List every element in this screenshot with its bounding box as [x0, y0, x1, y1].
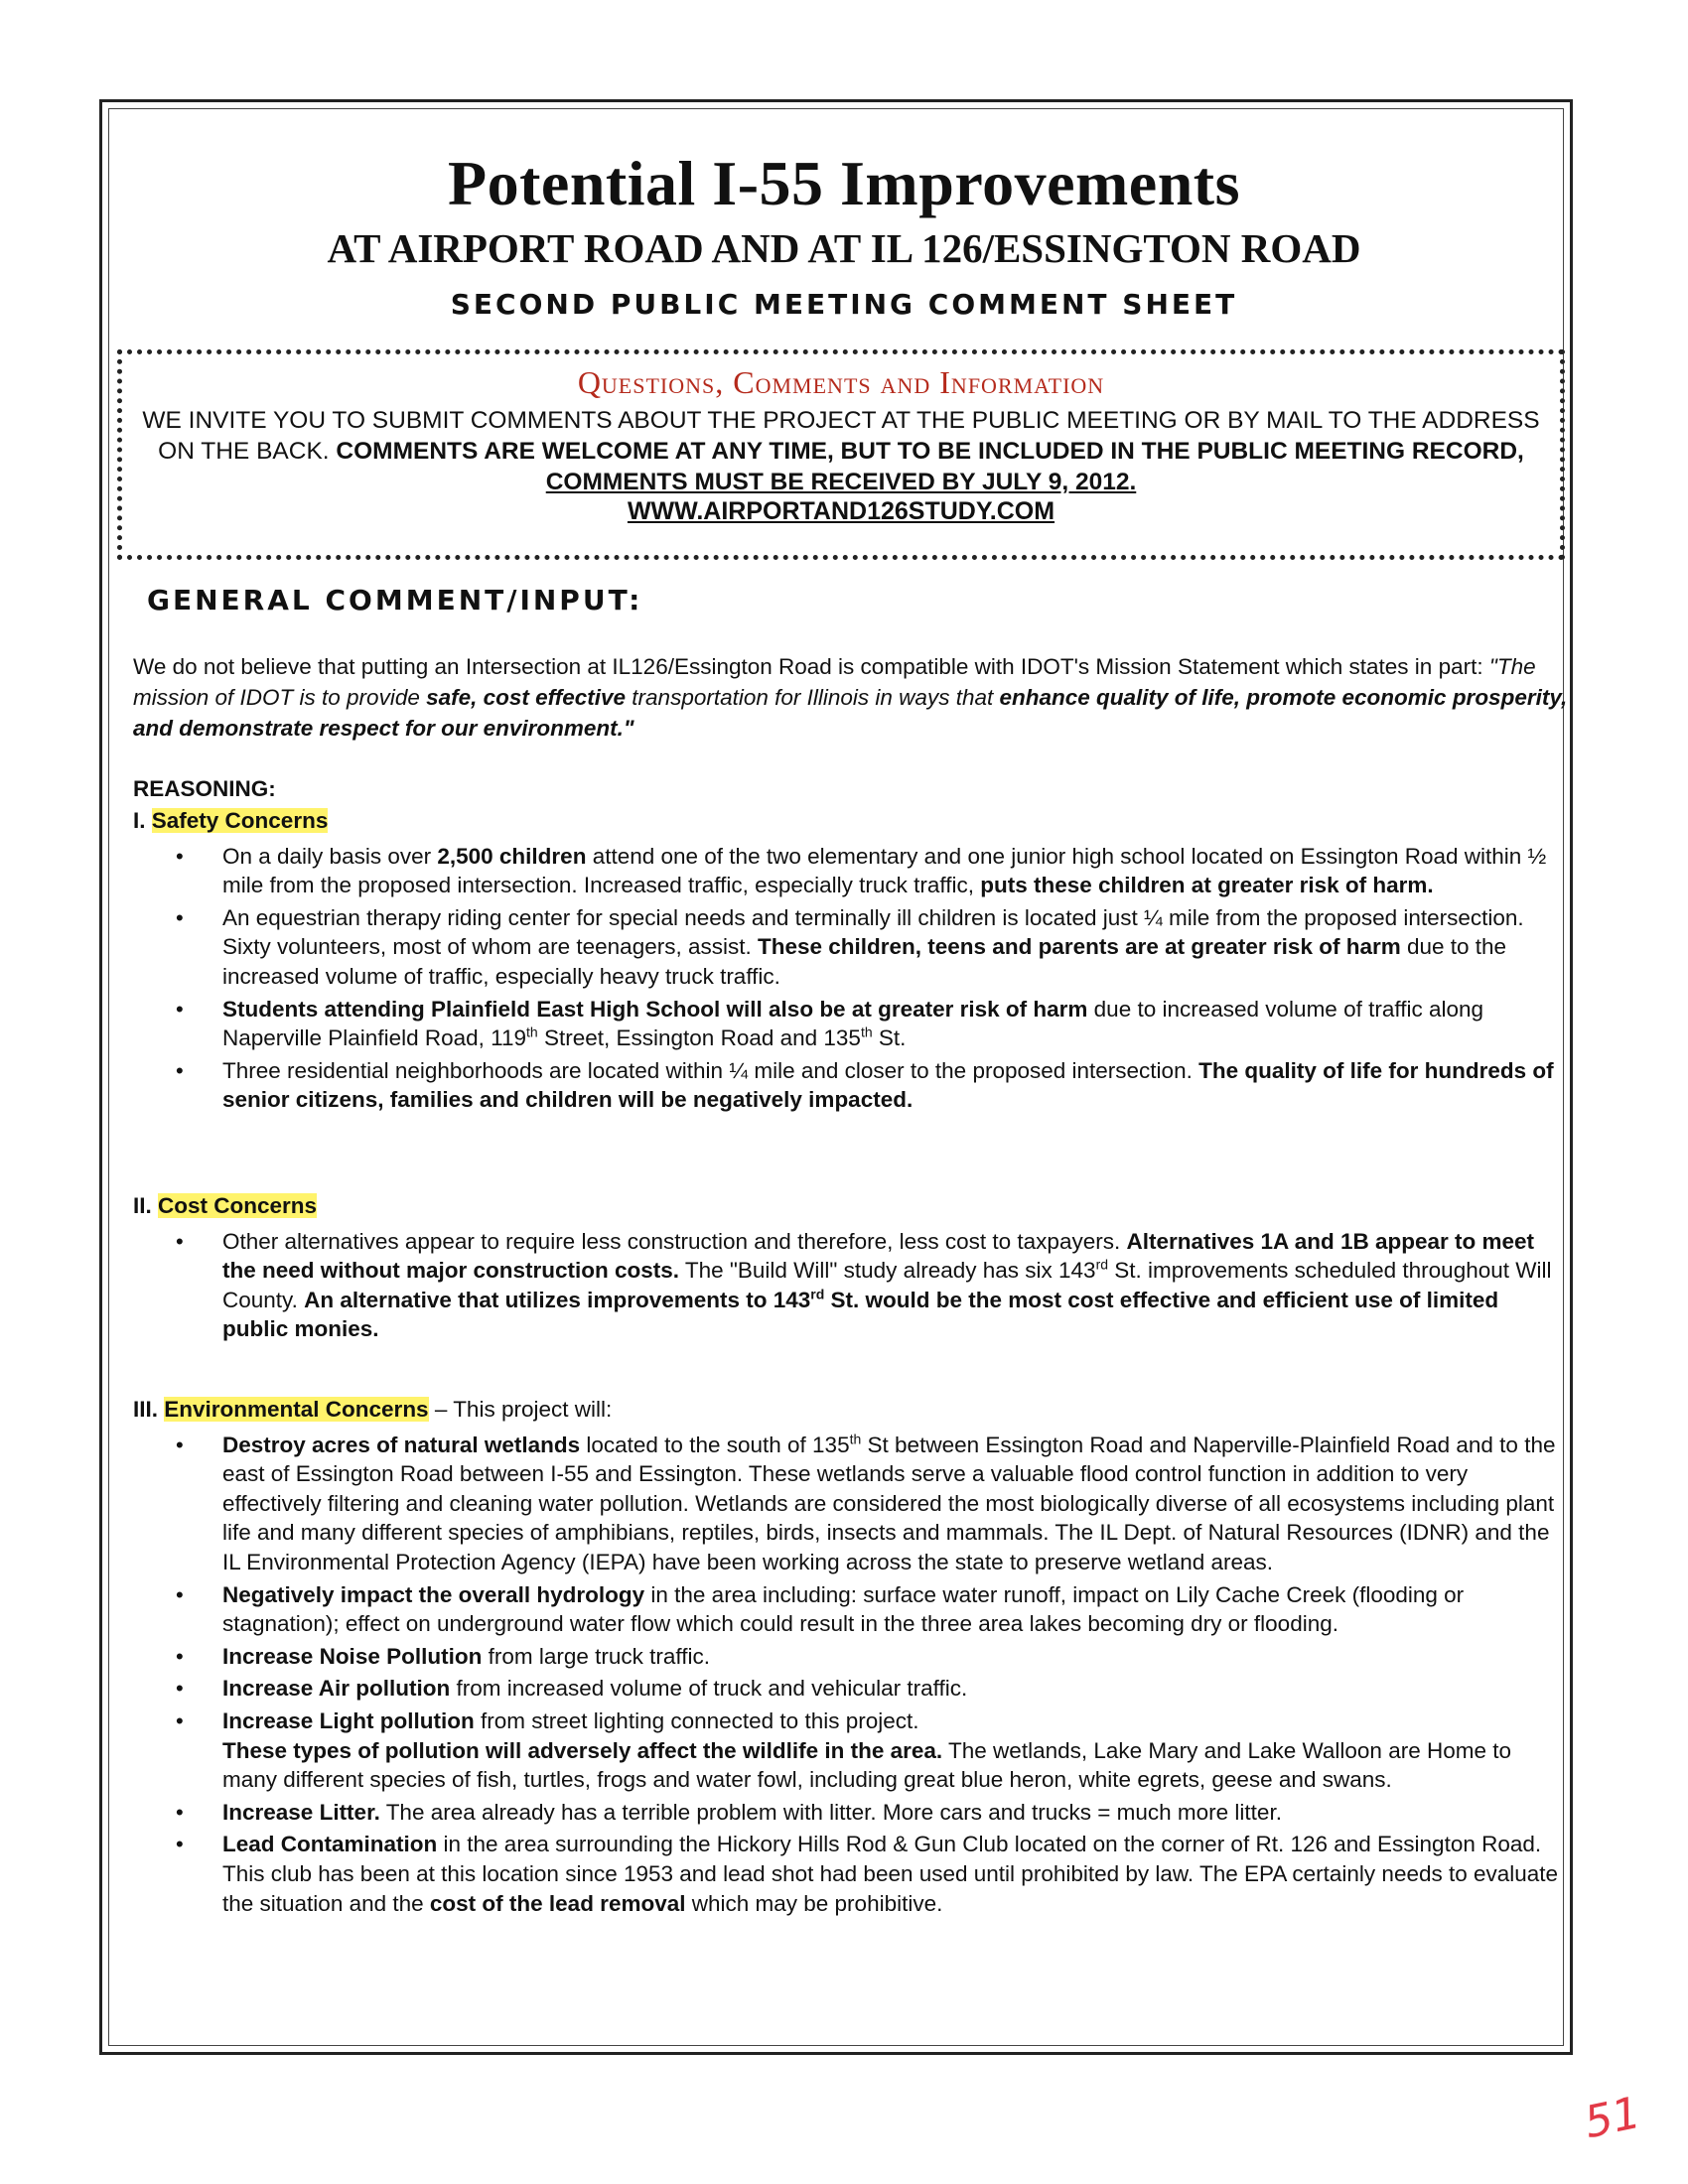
- item-text: in the area including: surface water runoff, impact on Lily Cache Creek (flooding or stagnation); effect on underground water flow which could result in the three area lakes becoming dry or flooding.: [222, 1581, 1465, 1637]
- bullet-icon: •: [176, 1432, 184, 1457]
- item-text: which may be prohibitive.: [685, 1890, 943, 1916]
- bullet-item: [133, 1674, 1569, 1704]
- info-box: [117, 349, 1565, 560]
- item-bold: Students attending Plainfield East High School will also be at greater risk of harm: [222, 996, 1088, 1022]
- section-heading-cost: Cost Concerns: [158, 1193, 318, 1218]
- bullet-icon: •: [176, 904, 184, 930]
- section-number: II.: [133, 1193, 159, 1218]
- bullet-item: [133, 1431, 1569, 1577]
- bullet-item: [133, 1056, 1569, 1115]
- item-text: due to the increased volume of traffic, especially heavy truck traffic.: [222, 934, 1507, 989]
- bullet-icon: •: [176, 996, 184, 1022]
- item-bold: Alternatives 1A and 1B appear to meet the need without major construction costs.: [222, 1228, 1535, 1284]
- section-heading-environment: Environmental Concerns: [164, 1397, 429, 1422]
- info-heading: Questions, Comments and Information: [577, 364, 1105, 400]
- bullet-icon: •: [176, 1799, 184, 1825]
- bullet-item: [133, 1830, 1569, 1918]
- quote-b: transportation for Illinois in ways that: [626, 685, 1000, 710]
- item-bold: Destroy acres of natural wetlands: [222, 1432, 581, 1457]
- section-heading-safety: Safety Concerns: [151, 808, 329, 833]
- item-text: located to the south of 135th St between Essington Road and Naperville-Plainfield Road and to the east of Essington Road between I-55 and Essington. These wetlands serve a valuable flood control function in addition to very effectively filtering and cleaning water pollution. Wetlands are considered the most biologically diverse of all ecosystems including plant life and many different species of amphibians, reptiles, birds, insects and mammals. The IL Dept. of Natural Resources (IDNR) and the IL Environmental Protection Agency (IEPA) have been working across the state to preserve wetland areas.: [222, 1431, 1556, 1574]
- bullet-icon: •: [176, 1228, 184, 1254]
- item-bold: Increase Noise Pollution: [222, 1643, 483, 1669]
- bullet-icon: •: [176, 1581, 184, 1607]
- item-text: attend one of the two elementary and one junior high school located on Essington Road within ½ mile from the proposed intersection. Increased traffic, especially truck traffic,: [222, 843, 1547, 898]
- item-text: The area already has a terrible problem with litter. More cars and trucks = much more litter.: [379, 1799, 1282, 1825]
- wildlife-bold: These types of pollution will adversely affect the wildlife in the area.: [222, 1737, 943, 1763]
- cost-section: [133, 1191, 1569, 1347]
- info-deadline: COMMENTS MUST BE RECEIVED BY JULY 9, 2012.: [545, 469, 1137, 495]
- environment-section: [133, 1395, 1569, 1921]
- bullet-item: [133, 1706, 1569, 1795]
- bullet-icon: •: [176, 1832, 184, 1857]
- item-bold: These children, teens and parents are at greater risk of harm: [757, 934, 1401, 960]
- section-number: I.: [133, 808, 152, 833]
- sheet-title: SECOND PUBLIC MEETING COMMENT SHEET: [450, 288, 1238, 321]
- item-text: due to increased volume of traffic along Naperville Plainfield Road, 119th Street, Essington Road and 135th St.: [222, 996, 1483, 1051]
- item-bold: Increase Air pollution: [222, 1676, 451, 1702]
- item-text: from street lighting connected to this project.: [474, 1707, 919, 1733]
- bullet-item: [133, 1798, 1569, 1828]
- item-bold: 2,500 children: [437, 843, 587, 869]
- bullet-item: [133, 1580, 1569, 1639]
- item-bold: Lead Contamination: [222, 1832, 438, 1857]
- item-text: in the area surrounding the Hickory Hills Rod & Gun Club located on the corner of Rt. 126 and Essington Road. This club has been at this location since 1953 and lead shot had been used until prohibited by law. The EPA certainly needs to evaluate the situation and the: [222, 1832, 1559, 1916]
- item-text: from large truck traffic.: [482, 1643, 710, 1669]
- section-suffix: – This project will:: [428, 1397, 613, 1422]
- bullet-icon: •: [176, 1676, 184, 1702]
- bullet-item: [133, 842, 1569, 900]
- general-comment-label: GENERAL COMMENT/INPUT:: [147, 584, 643, 616]
- bullet-item: [133, 1642, 1569, 1672]
- bullet-item: [133, 903, 1569, 992]
- quote-bold-1: safe, cost effective: [426, 685, 627, 710]
- item-bold: An alternative that utilizes improvements to 143rd St. would be the most cost effective and efficient use of limited public monies.: [222, 1286, 1499, 1342]
- bullet-icon: •: [176, 843, 184, 869]
- bullet-icon: •: [176, 1707, 184, 1733]
- wildlife-text: The wetlands, Lake Mary and Lake Walloon are Home to many different species of fish, turtles, frogs and water fowl, including great blue heron, white egrets, geese and swans.: [222, 1737, 1511, 1793]
- item-text: Other alternatives appear to require less construction and therefore, less cost to taxpayers.: [222, 1228, 1127, 1254]
- item-text: Three residential neighborhoods are located within ¼ mile and closer to the proposed intersection.: [222, 1057, 1199, 1083]
- item-bold: Negatively impact the overall hydrology: [222, 1581, 645, 1607]
- item-bold: The quality of life for hundreds of senior citizens, families and children will be negatively impacted.: [222, 1057, 1554, 1113]
- bullet-item: [133, 995, 1569, 1053]
- item-text: On a daily basis over: [222, 843, 438, 869]
- document-subtitle: AT AIRPORT ROAD AND AT IL 126/ESSINGTON ROAD: [327, 225, 1361, 271]
- website-link[interactable]: WWW.AIRPORTAND126STUDY.COM: [627, 497, 1055, 525]
- item-text: from increased volume of truck and vehicular traffic.: [450, 1676, 968, 1702]
- section-number: III.: [133, 1397, 165, 1422]
- bullet-item: [133, 1227, 1569, 1344]
- item-text: The "Build Will" study already has six 143rd St. improvements scheduled throughout Will County.: [222, 1256, 1552, 1312]
- document-title: Potential I-55 Improvements: [448, 148, 1240, 218]
- item-bold: Increase Litter.: [222, 1799, 380, 1825]
- bullet-icon: •: [176, 1057, 184, 1083]
- safety-section: [133, 806, 1569, 1118]
- info-line: WE INVITE YOU TO SUBMIT COMMENTS ABOUT THE PROJECT AT THE PUBLIC MEETING OR BY MAIL TO THE ADDRESS ON THE BACK.: [142, 407, 1540, 465]
- handwritten-page-mark: 51: [1580, 2087, 1645, 2149]
- bullet-icon: •: [176, 1643, 184, 1669]
- info-bold: COMMENTS ARE WELCOME AT ANY TIME, BUT TO BE INCLUDED IN THE PUBLIC MEETING RECORD,: [329, 438, 1524, 465]
- intro-text: We do not believe that putting an Intersection at IL126/Essington Road is compatible with IDOT's Mission Statement which states in part:: [133, 654, 1489, 679]
- info-text: [142, 405, 1540, 497]
- quote-a: "The mission of IDOT is to provide: [133, 654, 1536, 710]
- item-bold: cost of the lead removal: [429, 1890, 686, 1916]
- item-text: An equestrian therapy riding center for special needs and terminally ill children is located just ¼ mile from the proposed intersection. Sixty volunteers, most of whom are teenagers, assist.: [222, 904, 1524, 960]
- item-bold: Increase Light pollution: [222, 1707, 475, 1733]
- item-bold: puts these children at greater risk of harm.: [980, 873, 1434, 898]
- intro-paragraph: [133, 651, 1571, 744]
- quote-bold-2: enhance quality of life, promote economic prosperity, and demonstrate respect for our environment.": [133, 685, 1568, 741]
- reasoning-label: REASONING:: [133, 776, 276, 801]
